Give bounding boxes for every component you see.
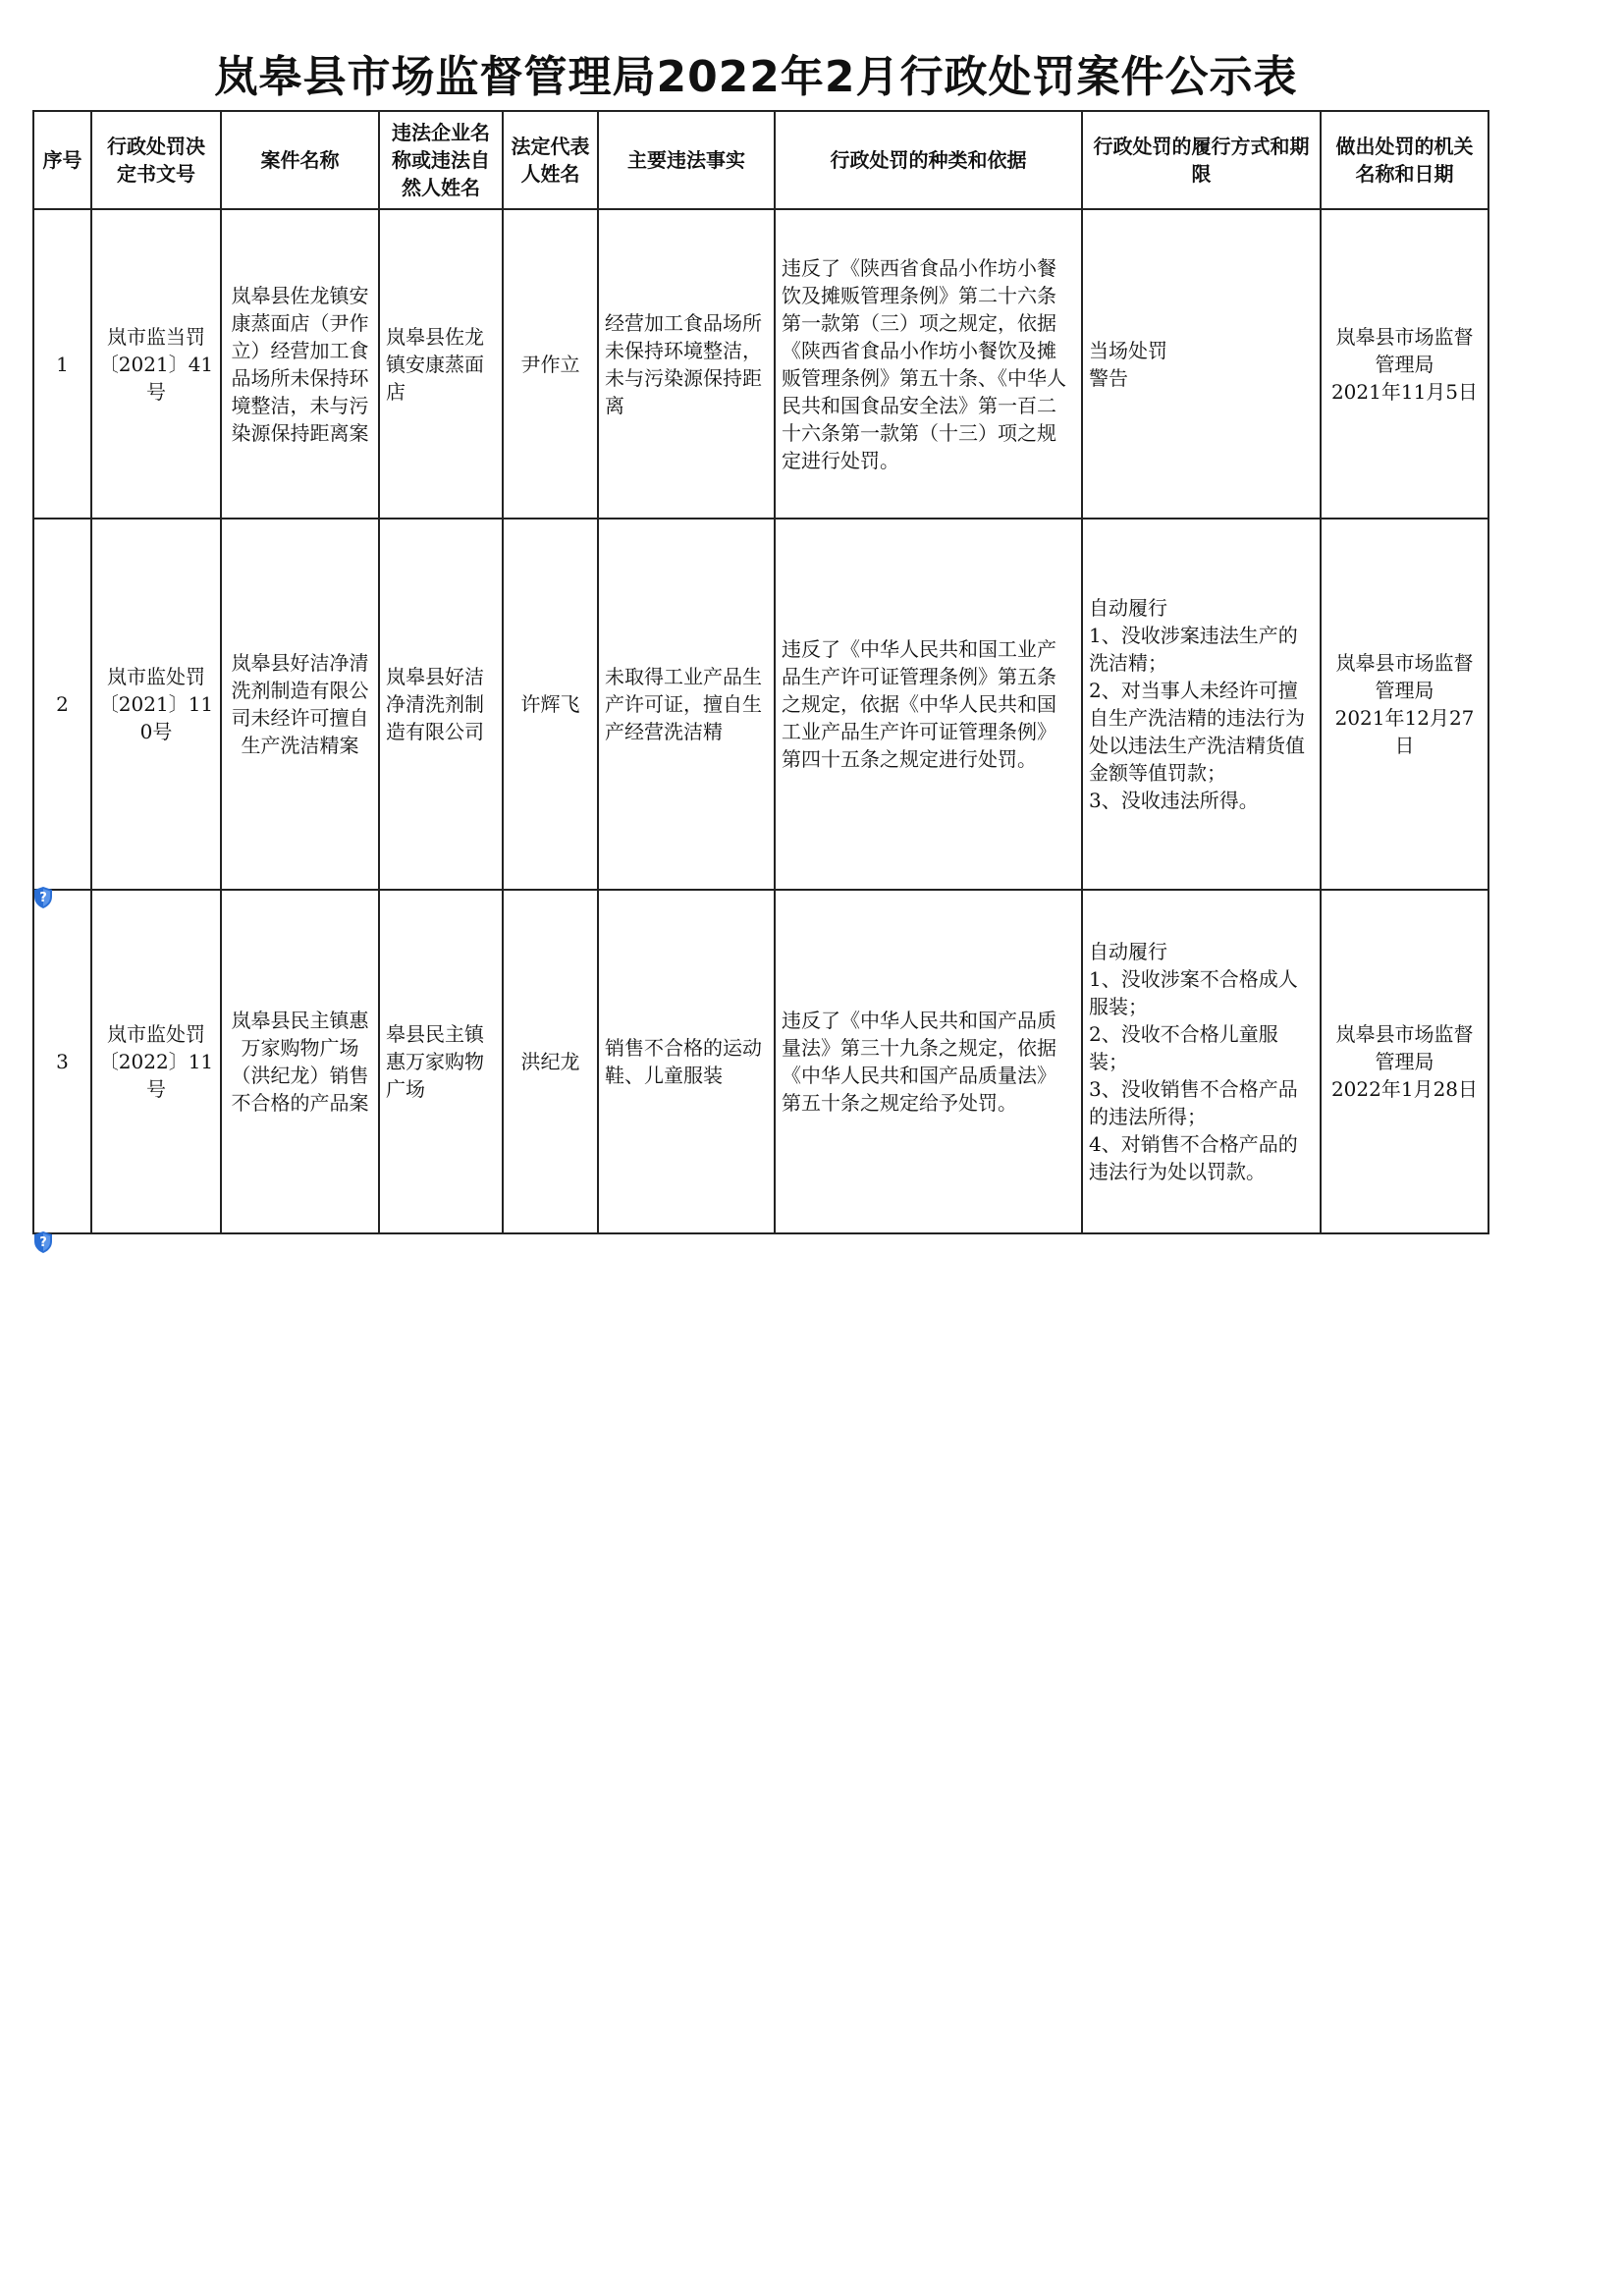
cell-performance: 当场处罚 警告 xyxy=(1082,209,1321,519)
penalty-table xyxy=(32,110,1489,1234)
cell-legal-rep: 许辉飞 xyxy=(503,519,598,890)
cell-case-name: 岚皋县佐龙镇安康蒸面店（尹作立）经营加工食品场所未保持环境整洁，未与污染源保持距离案 xyxy=(221,209,379,519)
cell-party: 岚皋县好洁净清洗剂制造有限公司 xyxy=(379,519,503,890)
header-seq: 序号 xyxy=(33,111,91,209)
cell-legal-rep: 尹作立 xyxy=(503,209,598,519)
cell-penalty-basis: 违反了《陕西省食品小作坊小餐饮及摊贩管理条例》第二十六条第一款第（三）项之规定，依据《陕西省食品小作坊小餐饮及摊贩管理条例》第五十条、《中华人民共和国食品安全法》第一百二十六条第一款第（十三）项之规定进行处罚。 xyxy=(775,209,1082,519)
header-facts: 主要违法事实 xyxy=(598,111,775,209)
cell-authority: 岚皋县市场监督管理局 2021年12月27日 xyxy=(1321,519,1488,890)
help-shield-icon[interactable] xyxy=(32,1230,54,1254)
cell-case-name: 岚皋县民主镇惠万家购物广场（洪纪龙）销售不合格的产品案 xyxy=(221,890,379,1233)
help-shield-icon xyxy=(32,1230,54,1254)
cell-authority: 岚皋县市场监督管理局 2022年1月28日 xyxy=(1321,890,1488,1233)
header-party: 违法企业名称或违法自然人姓名 xyxy=(379,111,503,209)
cell-legal-rep: 洪纪龙 xyxy=(503,890,598,1233)
cell-performance: 自动履行 1、没收涉案违法生产的洗洁精； 2、对当事人未经许可擅自生产洗洁精的违法行为处以违法生产洗洁精货值金额等值罚款； 3、没收违法所得。 xyxy=(1082,519,1321,890)
page-title: 岚皋县市场监督管理局2022年2月行政处罚案件公示表 xyxy=(214,52,1298,102)
help-shield-icon xyxy=(32,886,54,909)
table-row xyxy=(33,890,1488,1233)
table-header-row xyxy=(33,111,1488,209)
svg-text:?: ? xyxy=(39,1235,47,1250)
header-penalty-basis: 行政处罚的种类和依据 xyxy=(775,111,1082,209)
header-performance: 行政处罚的履行方式和期限 xyxy=(1082,111,1321,209)
cell-doc-no: 岚市监处罚〔2021〕110号 xyxy=(91,519,221,890)
cell-performance: 自动履行 1、没收涉案不合格成人服装； 2、没收不合格儿童服装； 3、没收销售不合格产品的违法所得； 4、对销售不合格产品的违法行为处以罚款。 xyxy=(1082,890,1321,1233)
cell-seq: 2 xyxy=(33,519,91,890)
cell-facts: 销售不合格的运动鞋、儿童服装 xyxy=(598,890,775,1233)
cell-party: 皋县民主镇惠万家购物广场 xyxy=(379,890,503,1233)
table-row xyxy=(33,519,1488,890)
cell-doc-no: 岚市监当罚〔2021〕41号 xyxy=(91,209,221,519)
help-shield-icon[interactable] xyxy=(32,886,54,909)
cell-penalty-basis: 违反了《中华人民共和国产品质量法》第三十九条之规定，依据《中华人民共和国产品质量法》第五十条之规定给予处罚。 xyxy=(775,890,1082,1233)
header-authority: 做出处罚的机关名称和日期 xyxy=(1321,111,1488,209)
cell-seq: 1 xyxy=(33,209,91,519)
header-case-name: 案件名称 xyxy=(221,111,379,209)
cell-party: 岚皋县佐龙镇安康蒸面店 xyxy=(379,209,503,519)
table-row xyxy=(33,209,1488,519)
cell-case-name: 岚皋县好洁净清洗剂制造有限公司未经许可擅自生产洗洁精案 xyxy=(221,519,379,890)
cell-facts: 经营加工食品场所未保持环境整洁，未与污染源保持距离 xyxy=(598,209,775,519)
svg-text:?: ? xyxy=(39,891,47,905)
cell-facts: 未取得工业产品生产许可证，擅自生产经营洗洁精 xyxy=(598,519,775,890)
cell-seq: 3 xyxy=(33,890,91,1233)
cell-authority: 岚皋县市场监督管理局 2021年11月5日 xyxy=(1321,209,1488,519)
cell-doc-no: 岚市监处罚〔2022〕11号 xyxy=(91,890,221,1233)
header-legal-rep: 法定代表人姓名 xyxy=(503,111,598,209)
cell-penalty-basis: 违反了《中华人民共和国工业产品生产许可证管理条例》第五条之规定，依据《中华人民共和国工业产品生产许可证管理条例》第四十五条之规定进行处罚。 xyxy=(775,519,1082,890)
header-doc-no: 行政处罚决定书文号 xyxy=(91,111,221,209)
